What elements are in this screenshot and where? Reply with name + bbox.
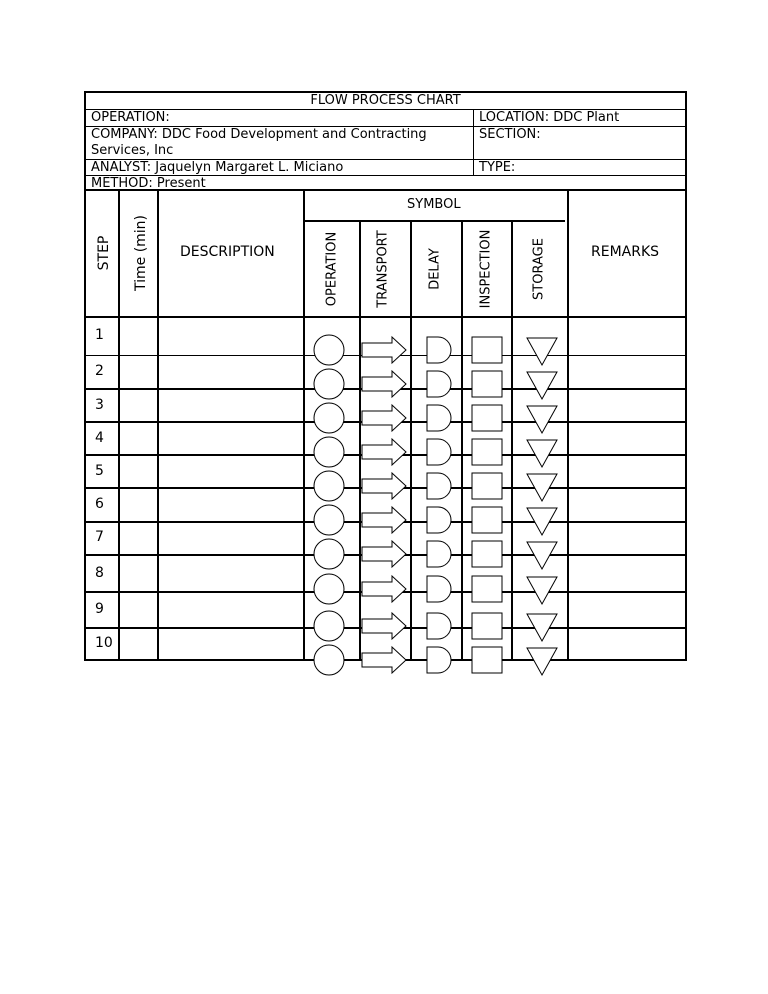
analyst-type-row (86, 160, 685, 176)
symbol-header: SYMBOL (407, 197, 461, 212)
transport-arrow-icon (362, 507, 406, 533)
operation-location-row (86, 110, 685, 127)
step-number: 10 (95, 635, 113, 651)
transport-arrow-icon (362, 647, 406, 673)
operation-circle-icon (314, 505, 344, 535)
operation-field: OPERATION: (86, 110, 474, 126)
storage-triangle-icon (527, 338, 557, 365)
operation-circle-icon (314, 437, 344, 467)
storage-triangle-icon (527, 474, 557, 501)
inspection-square-icon (472, 576, 502, 602)
company-line-1: COMPANY: DDC Food Development and Contracting (91, 127, 427, 142)
method-field: METHOD: Present (91, 176, 206, 191)
inspection-square-icon (472, 405, 502, 431)
operation-circle-icon (314, 471, 344, 501)
step-number: 1 (95, 327, 104, 343)
step-number: 8 (95, 565, 104, 581)
type-field: TYPE: (479, 160, 516, 175)
process-symbols (84, 191, 687, 671)
time-header: Time (min) (133, 214, 149, 292)
step-number: 2 (95, 363, 104, 379)
operation-circle-icon (314, 403, 344, 433)
delay-d-icon (427, 507, 451, 533)
analyst-field: ANALYST: Jaquelyn Margaret L. Miciano (86, 160, 474, 175)
storage-triangle-icon (527, 406, 557, 433)
delay-d-icon (427, 439, 451, 465)
delay-column-header: DELAY (427, 248, 443, 290)
delay-d-icon (427, 405, 451, 431)
operation-column-header: OPERATION (324, 231, 340, 307)
storage-column-header: STORAGE (531, 238, 547, 300)
inspection-square-icon (472, 371, 502, 397)
inspection-square-icon (472, 541, 502, 567)
transport-arrow-icon (362, 576, 406, 602)
transport-arrow-icon (362, 337, 406, 363)
description-header: DESCRIPTION (180, 244, 275, 260)
delay-d-icon (427, 371, 451, 397)
transport-arrow-icon (362, 371, 406, 397)
operation-circle-icon (314, 645, 344, 675)
company-line-2: Services, Inc (91, 143, 174, 158)
company-field (86, 127, 474, 159)
step-number: 5 (95, 463, 104, 479)
delay-d-icon (427, 613, 451, 639)
storage-triangle-icon (527, 542, 557, 569)
storage-triangle-icon (527, 440, 557, 467)
step-number: 4 (95, 430, 104, 446)
form-title: FLOW PROCESS CHART (310, 93, 461, 108)
storage-triangle-icon (527, 508, 557, 535)
inspection-square-icon (472, 647, 502, 673)
storage-triangle-icon (527, 577, 557, 604)
step-number: 7 (95, 529, 104, 545)
transport-arrow-icon (362, 405, 406, 431)
inspection-square-icon (472, 473, 502, 499)
method-row (86, 176, 685, 191)
inspection-square-icon (472, 613, 502, 639)
delay-d-icon (427, 337, 451, 363)
operation-circle-icon (314, 539, 344, 569)
transport-arrow-icon (362, 473, 406, 499)
transport-column-header: TRANSPORT (375, 230, 391, 308)
transport-arrow-icon (362, 613, 406, 639)
step-number: 9 (95, 601, 104, 617)
storage-triangle-icon (527, 614, 557, 641)
form-header (84, 91, 687, 191)
operation-circle-icon (314, 611, 344, 641)
inspection-square-icon (472, 507, 502, 533)
delay-d-icon (427, 647, 451, 673)
step-number: 6 (95, 496, 104, 512)
step-header: STEP (96, 235, 112, 271)
storage-triangle-icon (527, 372, 557, 399)
inspection-column-header: INSPECTION (478, 229, 494, 309)
inspection-square-icon (472, 439, 502, 465)
delay-d-icon (427, 576, 451, 602)
inspection-square-icon (472, 337, 502, 363)
delay-d-icon (427, 541, 451, 567)
remarks-header: REMARKS (591, 244, 660, 260)
delay-d-icon (427, 473, 451, 499)
transport-arrow-icon (362, 541, 406, 567)
form-title-row (86, 93, 685, 110)
operation-circle-icon (314, 335, 344, 365)
storage-triangle-icon (527, 648, 557, 675)
operation-circle-icon (314, 369, 344, 399)
location-field: LOCATION: DDC Plant (479, 110, 620, 125)
transport-arrow-icon (362, 439, 406, 465)
step-number: 3 (95, 397, 104, 413)
section-field: SECTION: (479, 127, 541, 142)
company-section-row (86, 127, 685, 160)
operation-circle-icon (314, 574, 344, 604)
